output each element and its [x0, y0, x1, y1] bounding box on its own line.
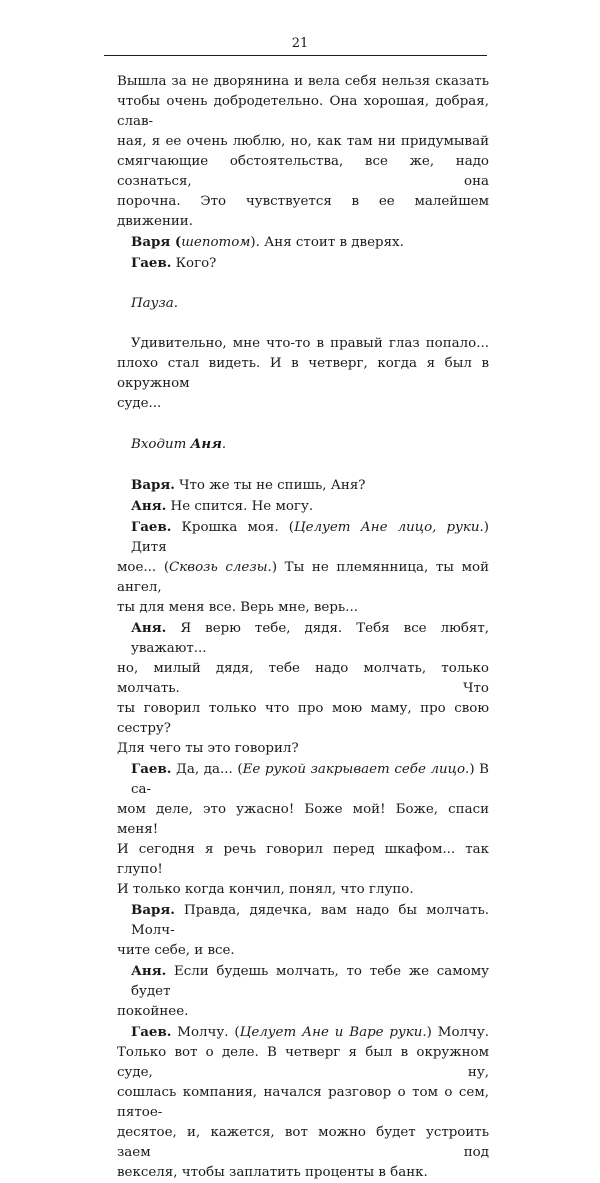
speech: ) В са- — [131, 762, 489, 797]
text-line: мом деле, это ужасно! Боже мой! Боже, спаси меня! — [117, 802, 489, 837]
text-line — [117, 232, 489, 253]
stage-direction-pause: Пауза. — [131, 296, 178, 311]
text-line — [117, 475, 489, 496]
text-line — [117, 558, 489, 598]
text-line: Для чего ты это говорил? — [117, 741, 299, 756]
line-varya — [117, 900, 489, 961]
speaker-name: Гаев. — [131, 519, 172, 535]
speech: ) Дитя — [131, 520, 489, 555]
text-line: чтобы очень добродетельно. Она хорошая, добрая, слав- — [117, 94, 489, 129]
speech: Крошка моя. ( — [171, 520, 294, 535]
line-varya — [117, 232, 489, 253]
speech: Не спится. Не могу. — [166, 499, 314, 514]
text-line: Удивительно, мне что-то в правый глаз попало... — [131, 336, 489, 351]
speaker-name: Гаев. — [131, 1024, 172, 1040]
line-gaev — [117, 253, 489, 274]
header-rule — [104, 55, 487, 56]
character-name: Аня — [190, 436, 222, 452]
line-anya — [117, 961, 489, 1022]
speaker-name: Гаев. — [131, 255, 172, 271]
line-anya — [117, 496, 489, 517]
speech: Я верю тебе, дядя. Тебя все любят, уважают... — [131, 621, 489, 656]
text-line: ты для меня все. Верь мне, верь... — [117, 600, 358, 615]
stage-remark: Сквозь слезы. — [169, 560, 272, 575]
speaker-name: Аня. — [131, 498, 167, 514]
text-line: Только вот о деле. В четверг я был в окружном суде, ну, — [117, 1045, 489, 1080]
paragraph-gaev-continues — [117, 334, 489, 414]
line-anya — [117, 618, 489, 759]
text-line: плохо стал видеть. И в четверг, когда я был в окружном — [117, 356, 489, 391]
text-line — [117, 961, 489, 1002]
text-line: чите себе, и все. — [117, 943, 235, 958]
speech: мое... ( — [117, 560, 170, 575]
text-line: покойнее. — [117, 1004, 189, 1019]
text-line: ты говорил только что про мою маму, про свою сестру? — [117, 701, 489, 736]
text-line: суде... — [117, 396, 162, 411]
speaker-name: Варя. — [131, 902, 175, 918]
text-line — [117, 759, 489, 800]
text-line — [117, 517, 489, 558]
page-body — [117, 72, 489, 1183]
speech: Молчу. ( — [171, 1025, 240, 1040]
text-line: ная, я ее очень люблю, но, как там ни придумывай — [117, 134, 489, 149]
text-line: смягчающие обстоятельства, все же, надо сознаться, она — [117, 154, 489, 189]
text-line: сошлась компания, начался разговор о том о сем, пятое- — [117, 1085, 489, 1120]
page-number: 21 — [291, 36, 309, 51]
text-line: десятое, и, кажется, вот можно будет устроить заем под — [117, 1125, 489, 1160]
speech: ) Ты не племянница, ты мой ангел, — [117, 560, 490, 595]
stage-remark: Целует Ане лицо, руки. — [293, 520, 484, 535]
speech: Если будешь молчать, то тебе же самому будет — [131, 964, 489, 999]
text-line — [117, 496, 489, 517]
speaker-name: Аня. — [131, 620, 167, 636]
text-line: векселя, чтобы заплатить проценты в банк. — [117, 1165, 428, 1180]
text-line: И только когда кончил, понял, что глупо. — [117, 882, 414, 897]
speech: ). Аня стоит в дверях. — [250, 235, 404, 250]
text-line: И сегодня я речь говорил перед шкафом... так глупо! — [117, 842, 489, 877]
speech: Да, да... ( — [171, 762, 243, 777]
stage-direction-enter — [117, 434, 489, 455]
text-line: порочна. Это чувствуется в ее малейшем движении. — [117, 194, 489, 229]
paren: ( — [170, 234, 182, 250]
speaker-name: Гаев. — [131, 761, 172, 777]
line-gaev — [117, 759, 489, 900]
line-gaev — [117, 517, 489, 618]
speech: Что же ты не спишь, Аня? — [174, 478, 366, 493]
stage-remark: Ее рукой закрывает себе лицо. — [242, 762, 470, 777]
line-varya — [117, 475, 489, 496]
text-line — [117, 618, 489, 659]
text-line — [117, 900, 489, 941]
stage-text: Входит — [131, 437, 191, 452]
paragraph-gaev-monologue — [117, 72, 489, 232]
speech: Правда, дядечка, вам надо бы молчать. Молч- — [131, 903, 489, 938]
speaker-name: Варя — [131, 234, 171, 250]
text-line — [117, 253, 489, 274]
speech: Кого? — [171, 256, 217, 271]
line-gaev — [117, 1022, 489, 1183]
text-line: Вышла за не дворянина и вела себя нельзя сказать — [117, 74, 489, 89]
text-line — [117, 1022, 489, 1043]
stage-remark: Целует Ане и Варе руки. — [239, 1025, 427, 1040]
speech: ) Молчу. — [426, 1025, 490, 1040]
stage-text: . — [221, 437, 227, 452]
text-line: но, милый дядя, тебе надо молчать, только молчать. Что — [117, 661, 489, 696]
speaker-name: Аня. — [131, 963, 167, 979]
stage-remark: шепотом — [181, 235, 251, 250]
speaker-name: Варя. — [131, 477, 175, 493]
